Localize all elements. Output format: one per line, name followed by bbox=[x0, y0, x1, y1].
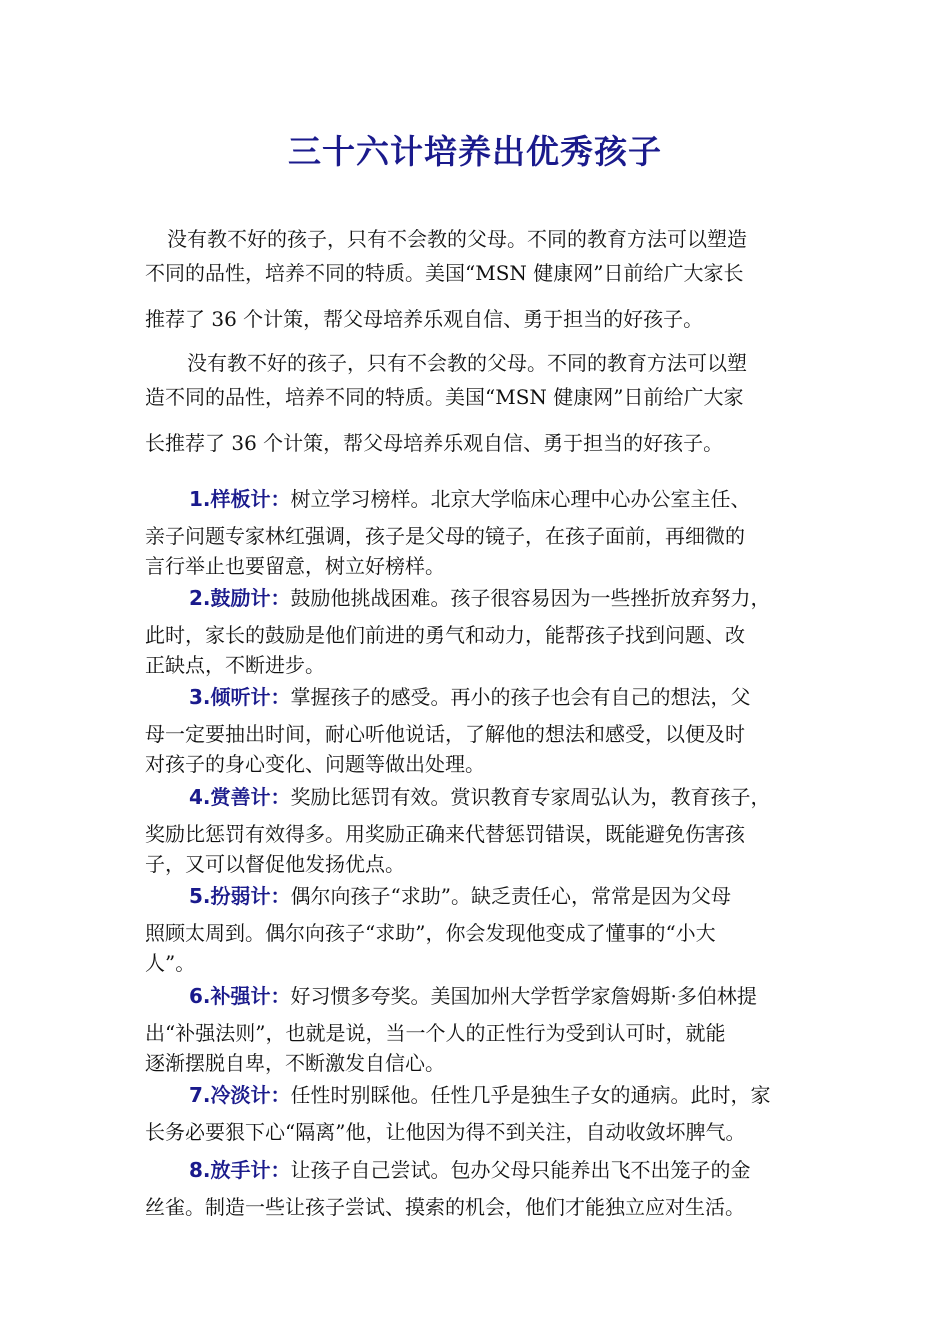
tip-label: 2.鼓励计： bbox=[189, 586, 291, 610]
text-line: 丝雀。制造一些让孩子尝试、摸索的机会，他们才能独立应对生活。 bbox=[145, 1195, 745, 1219]
text-line: 出“补强法则”，也就是说，当一个人的正性行为受到认可时，就能 bbox=[145, 1021, 726, 1045]
text-line: 没有教不好的孩子，只有不会教的父母。不同的教育方法可以塑造 bbox=[167, 227, 747, 251]
text-line: 造不同的品性，培养不同的特质。美国“MSN 健康网”日前给广大家 bbox=[145, 385, 744, 409]
tip-text: 鼓励他挑战困难。孩子很容易因为一些挫折放弃努力， bbox=[290, 586, 771, 610]
text-line: 人”。 bbox=[145, 951, 196, 975]
page-title: 三十六计培养出优秀孩子 bbox=[288, 132, 662, 171]
tip-label: 3.倾听计： bbox=[189, 685, 291, 709]
text-line: 长推荐了 36 个计策，帮父母培养乐观自信、勇于担当的好孩子。 bbox=[145, 431, 724, 455]
text-line: 正缺点，不断进步。 bbox=[145, 653, 325, 677]
tip-label: 4.赏善计： bbox=[189, 785, 291, 809]
text-line: 言行举止也要留意，树立好榜样。 bbox=[145, 554, 445, 578]
text-line: 奖励比惩罚有效得多。用奖励正确来代替惩罚错误，既能避免伤害孩 bbox=[145, 822, 745, 846]
tip-label: 6.补强计： bbox=[189, 984, 291, 1008]
intro-paragraph bbox=[145, 346, 813, 460]
tip-item bbox=[145, 782, 817, 879]
text-line: 推荐了 36 个计策，帮父母培养乐观自信、勇于担当的好孩子。 bbox=[145, 307, 704, 331]
tip-text: 掌握孩子的感受。再小的孩子也会有自己的想法，父 bbox=[290, 685, 751, 709]
text-line: 此时，家长的鼓励是他们前进的勇气和动力，能帮孩子找到问题、改 bbox=[145, 623, 745, 647]
tip-label: 7.冷淡计： bbox=[189, 1083, 291, 1107]
text-line: 对孩子的身心变化、问题等做出处理。 bbox=[145, 752, 485, 776]
tip-item bbox=[145, 583, 817, 680]
tip-text: 奖励比惩罚有效。赏识教育专家周弘认为，教育孩子， bbox=[290, 785, 771, 809]
text-line: 照顾太周到。偶尔向孩子“求助”，你会发现他变成了懂事的“小大 bbox=[145, 921, 716, 945]
tip-item bbox=[145, 1080, 817, 1147]
tip-item bbox=[145, 981, 817, 1078]
tip-label: 8.放手计： bbox=[189, 1158, 291, 1182]
tip-text: 偶尔向孩子“求助”。缺乏责任心，常常是因为父母 bbox=[290, 884, 731, 908]
text-line: 子，又可以督促他发扬优点。 bbox=[145, 852, 405, 876]
tip-label: 1.样板计： bbox=[189, 487, 291, 511]
tip-item bbox=[145, 484, 817, 581]
intro-paragraph bbox=[145, 222, 813, 336]
tip-text: 好习惯多夸奖。美国加州大学哲学家詹姆斯·多伯林提 bbox=[290, 984, 757, 1008]
text-line: 逐渐摆脱自卑，不断激发自信心。 bbox=[145, 1051, 445, 1075]
tip-item bbox=[145, 1155, 817, 1222]
text-line: 长务必要狠下心“隔离”他，让他因为得不到关注，自动收敛坏脾气。 bbox=[145, 1120, 746, 1144]
text-line: 没有教不好的孩子，只有不会教的父母。不同的教育方法可以塑 bbox=[187, 351, 747, 375]
text-line: 不同的品性，培养不同的特质。美国“MSN 健康网”日前给广大家长 bbox=[145, 261, 744, 285]
tip-label: 5.扮弱计： bbox=[189, 884, 291, 908]
text-line: 亲子问题专家林红强调，孩子是父母的镜子，在孩子面前，再细微的 bbox=[145, 524, 745, 548]
tip-item bbox=[145, 881, 817, 978]
tip-text: 树立学习榜样。北京大学临床心理中心办公室主任、 bbox=[290, 487, 751, 511]
tip-text: 让孩子自己尝试。包办父母只能养出飞不出笼子的金 bbox=[290, 1158, 751, 1182]
tip-text: 任性时别睬他。任性几乎是独生子女的通病。此时，家 bbox=[290, 1083, 771, 1107]
text-line: 母一定要抽出时间，耐心听他说话，了解他的想法和感受，以便及时 bbox=[145, 722, 745, 746]
tip-item bbox=[145, 682, 817, 779]
